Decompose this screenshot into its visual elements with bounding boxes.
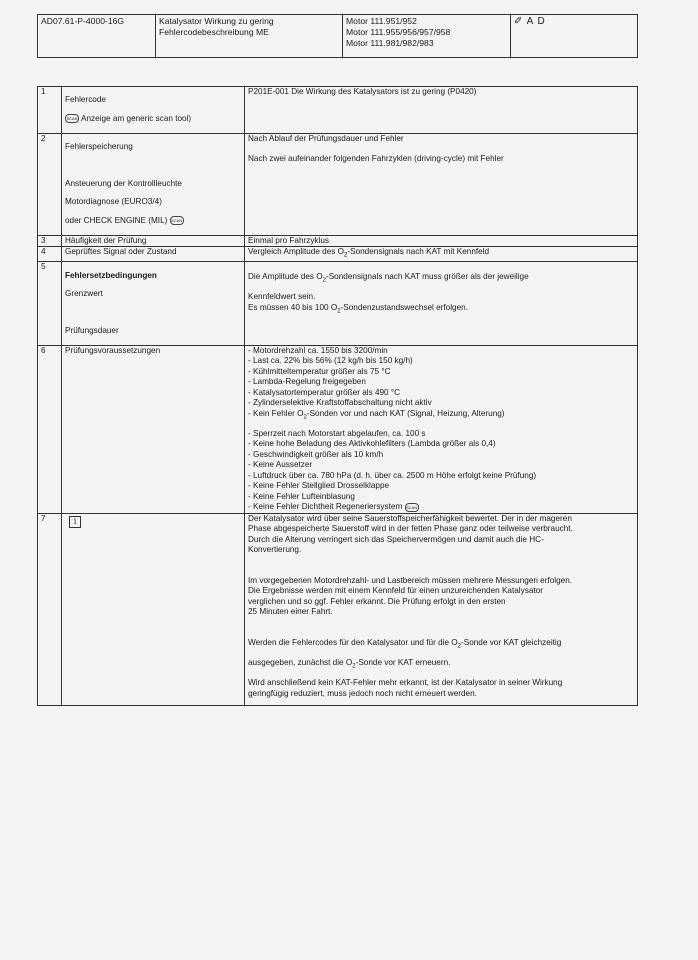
row-number: 2 [38,133,62,235]
list-item: - Keine Fehler Lufteinblasung [248,491,355,501]
table-row-7 [38,513,638,705]
note-line: Die Ergebnisse werden mit einem Kennfeld für einen unzureichenden Katalysator [248,586,543,596]
storage-text-2: Nach zwei aufeinander folgenden Fahrzyklen (driving-cycle) mit Fehler [248,154,504,164]
row-text [245,87,638,134]
row-number: 1 [38,87,62,134]
note-line-end: -Sonde vor KAT gleichzeitig [461,637,562,647]
motor-line1: Motor 111.951/952 [346,16,417,26]
duration-text-end: -Sondenzustandswechsel erfolgen. [340,302,468,312]
row-label [62,133,245,235]
signal-text-end: -Sondensignals nach KAT mit Kennfeld [347,247,490,257]
row-number: 4 [38,247,62,262]
signal-text: Vergleich Amplitude des O [248,247,345,257]
limit-text-end: -Sondensignals nach KAT muss größer als der jeweilige [325,272,529,282]
note-line-end: -Sonde vor KAT erneuern. [355,658,451,668]
label-fehlerspeicherung: Fehlerspeicherung [65,141,133,151]
limit-text: Die Amplitude des O [248,272,323,282]
motor-line3: Motor 111.981/982/983 [346,38,434,48]
note-line: Phase abgespeicherte Sauerstoff wird in der fetten Phase ganz oder teilweise verbraucht. [248,524,573,534]
note-line: Werden die Fehlercodes für den Katalysator und für die O [248,637,458,647]
row-number: 7 [38,513,62,705]
list-item: - Kühlmitteltemperatur größer als 75 °C [248,366,391,376]
doc-id-cell [38,15,156,57]
doc-id: AD07.61-P-4000-16G [41,16,125,26]
label-ansteuerung: Ansteuerung der Kontrollleuchte [65,178,182,188]
subscript: 2 [344,252,348,259]
row-label [62,262,245,345]
row-text [245,247,638,262]
list-item: - Keine Aussetzer [248,460,313,470]
subscript: 2 [337,308,341,315]
table-row-3 [38,235,638,247]
subscript: 2 [457,643,462,650]
info-icon: i [69,516,81,528]
doc-title-cell [156,15,343,57]
fault-code-text: P201E-001 Die Wirkung des Katalysators ist zu gering (P0420) [248,87,477,96]
list-item: - Zylinderselektive Kraftstoffabschaltung nicht aktiv [248,398,432,408]
note-line: geringfügig reduziert, muss jedoch noch nicht erneuert werden. [248,688,477,698]
note-line: ausgegeben, zunächst die O [248,658,353,668]
table-row-6 [38,345,638,513]
list-item: - Geschwindigkeit größer als 10 km/h [248,449,384,459]
row-label: Prüfungsvoraussetzungen [62,345,245,513]
label-check-engine: oder CHECK ENGINE (MIL) [65,216,168,225]
document-header [37,14,638,58]
diagnosis-table [37,86,638,706]
subscript: 2 [322,277,326,284]
scan-tool-icon: SCAN [171,218,183,224]
table-row-4 [38,247,638,262]
list-item: - Keine Fehler Stellglied Drosselklappe [248,481,390,491]
note-line: Durch die Alterung verringert sich das Speichervermögen und damit auch die HC- [248,534,544,544]
doc-title-line2: Fehlercodebeschreibung ME [159,27,269,37]
corner-mark-cell [511,15,637,57]
note-line: 25 Minuten einer Fahrt. [248,607,333,617]
motor-line2: Motor 111.955/956/957/958 [346,27,451,37]
label-motordiagnose: Motordiagnose (EURO3/4) [65,197,162,207]
row-label [62,87,245,134]
subscript: 2 [303,414,307,421]
table-row-2 [38,133,638,235]
row-text [245,345,638,513]
doc-title-line1: Katalysator Wirkung zu gering [159,16,274,26]
row-number: 6 [38,345,62,513]
motor-cell [343,15,511,57]
row-number: 5 [38,262,62,345]
list-item: - Luftdruck über ca. 780 hPa (d. h. über ca. 2500 m Höhe erfolgt keine Prüfung) [248,470,537,480]
row-label [62,513,245,705]
storage-text-1: Nach Ablauf der Prüfungsdauer und Fehler [248,133,404,143]
note-line: Der Katalysator wird über seine Sauerstoffspeicherfähigkeit bewertet. Der in der mageren [248,513,572,523]
limit-text-2: Kennfeldwert sein. [248,292,316,302]
label-fehlersetzbedingungen: Fehlersetzbedingungen [65,270,157,280]
list-item: - Lambda-Regelung freigegeben [248,377,366,387]
scan-tool-icon: SCAN [66,116,78,122]
list-item: - Last ca. 22% bis 56% (12 kg/h bis 150 kg/h) [248,356,413,366]
row-text [245,513,638,705]
list-item: - Katalysatortemperatur größer als 490 °C [248,387,401,397]
note-line: verglichen und so ggf. Fehler erkannt. Die Prüfung erfolgt in den ersten [248,596,506,606]
corner-mark: ✐ A D [514,16,546,27]
row-text [245,262,638,345]
list-item: - Kein Fehler O [248,408,304,418]
row-label: Geprüftes Signal oder Zustand [62,247,245,262]
duration-text: Es müssen 40 bis 100 O [248,302,338,312]
note-line: Im vorgegebenen Motordrehzahl- und Lastbereich müssen mehrere Messungen erfolgen. [248,575,573,585]
row-number: 3 [38,235,62,247]
list-item-end: -Sonden vor und nach KAT (Signal, Heizung, Alterung) [306,408,505,418]
table-row-5 [38,262,638,345]
label-grenzwert: Grenzwert [65,289,103,299]
table-row-1 [38,87,638,134]
list-item: - Keine Fehler Dichtheit Regeneriersystem [248,502,403,512]
list-item: - Sperrzeit nach Motorstart abgelaufen, ca. 100 s [248,428,426,438]
label-fehlercode: Fehlercode [65,95,106,105]
note-line: Wird anschließend kein KAT-Fehler mehr erkannt, ist der Katalysator in seiner Wirkung [248,678,563,688]
row-label: Häufigkeit der Prüfung [62,235,245,247]
row-text [245,133,638,235]
subscript: 2 [352,663,356,670]
list-item: - Keine hohe Beladung des Aktivkohlefilters (Lambda größer als 0,4) [248,439,496,449]
label-scan-tool: Anzeige am generic scan tool) [81,113,192,123]
note-line: Konvertierung. [248,545,302,555]
scan-tool-icon: SCAN [405,504,418,510]
list-item: - Motordrehzahl ca. 1550 bis 3200/min [248,345,388,355]
row-text: Einmal pro Fahrzyklus [245,235,638,247]
label-pruefungsdauer: Prüfungsdauer [65,326,119,336]
